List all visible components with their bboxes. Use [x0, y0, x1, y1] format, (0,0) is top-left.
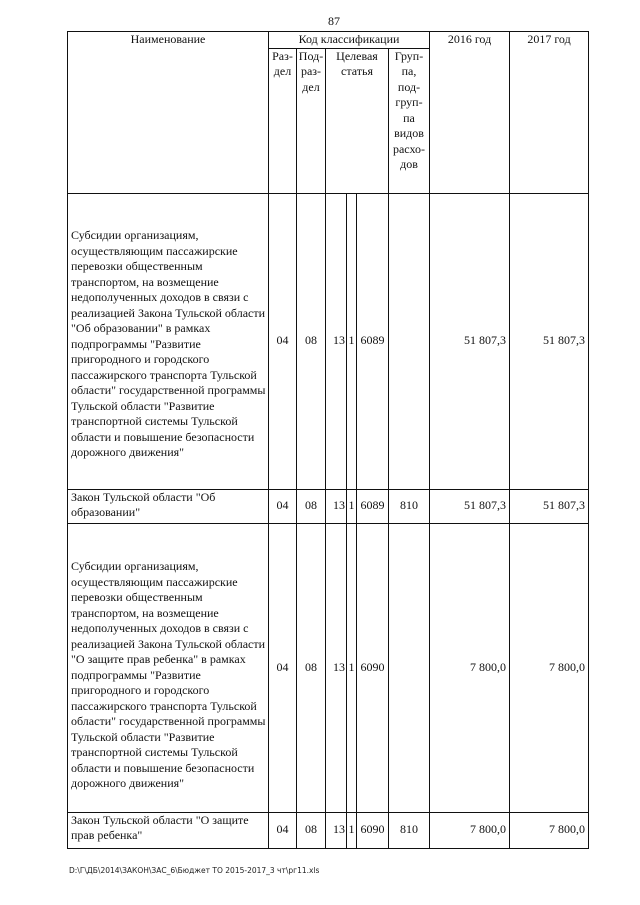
table-row [68, 489, 589, 523]
row-amount-2017: 51 807,3 [510, 193, 589, 489]
header-subsection: Под- раз- дел [297, 48, 326, 193]
row-target-1: 13 [326, 489, 347, 523]
row-target-2: 1 [347, 193, 357, 489]
header-target-item: Целевая статья [326, 48, 389, 193]
table-row [68, 523, 589, 812]
row-expense-group [389, 193, 430, 489]
row-target-1: 13 [326, 812, 347, 848]
header-year-2016: 2016 год [430, 32, 510, 194]
budget-table [67, 31, 589, 849]
row-subsection: 08 [297, 812, 326, 848]
row-amount-2016: 51 807,3 [430, 193, 510, 489]
file-path-footer: D:\Г\ДБ\2014\ЗАКОН\ЗАС_6\Бюджет ТО 2015-2017_3 чт\рг11.xls [69, 866, 320, 875]
row-expense-group [389, 523, 430, 812]
row-subsection: 08 [297, 193, 326, 489]
header-section: Раз- дел [269, 48, 297, 193]
row-expense-group: 810 [389, 812, 430, 848]
row-name: Субсидии организациям, осуществляющим пассажирские перевозки общественным транспортом, на возмещение недополученных доходов в связи с реализацией Закона Тульской области "Об образовании" в рамках подпрограммы "Развитие пригородного и городского пассажирского транспорта Тульской области" государственной программы Тульской области "Развитие транспортной системы Тульской области и повышение безопасности дорожного движения" [68, 193, 269, 489]
row-name: Субсидии организациям, осуществляющим пассажирские перевозки общественным транспортом, на возмещение недополученных доходов в связи с реализацией Закона Тульской области "О защите прав ребенка" в рамках подпрограммы "Развитие пригородного и городского пассажирского транспорта Тульской области" государственной программы Тульской области "Развитие транспортной системы Тульской области и повышение безопасности дорожного движения" [68, 523, 269, 812]
row-name: Закон Тульской области "О защите прав ребенка" [68, 812, 269, 848]
table-row [68, 193, 589, 489]
row-target-3: 6089 [357, 489, 389, 523]
row-target-2: 1 [347, 489, 357, 523]
row-amount-2017: 7 800,0 [510, 812, 589, 848]
row-amount-2016: 7 800,0 [430, 523, 510, 812]
row-subsection: 08 [297, 523, 326, 812]
header-expense-group: Груп- па, под- груп- па видов расхо- дов [389, 48, 430, 193]
row-target-1: 13 [326, 193, 347, 489]
row-section: 04 [269, 523, 297, 812]
row-amount-2017: 7 800,0 [510, 523, 589, 812]
row-target-2: 1 [347, 523, 357, 812]
row-amount-2016: 7 800,0 [430, 812, 510, 848]
row-target-3: 6089 [357, 193, 389, 489]
header-name: Наименование [68, 32, 269, 194]
row-expense-group: 810 [389, 489, 430, 523]
row-target-3: 6090 [357, 812, 389, 848]
row-subsection: 08 [297, 489, 326, 523]
row-target-1: 13 [326, 523, 347, 812]
row-section: 04 [269, 812, 297, 848]
row-section: 04 [269, 489, 297, 523]
row-target-3: 6090 [357, 523, 389, 812]
row-target-2: 1 [347, 812, 357, 848]
header-year-2017: 2017 год [510, 32, 589, 194]
row-amount-2016: 51 807,3 [430, 489, 510, 523]
row-name: Закон Тульской области "Об образовании" [68, 489, 269, 523]
row-section: 04 [269, 193, 297, 489]
table-row [68, 812, 589, 848]
header-code-group: Код классификации [269, 32, 430, 49]
page-number: 87 [328, 14, 340, 28]
row-amount-2017: 51 807,3 [510, 489, 589, 523]
